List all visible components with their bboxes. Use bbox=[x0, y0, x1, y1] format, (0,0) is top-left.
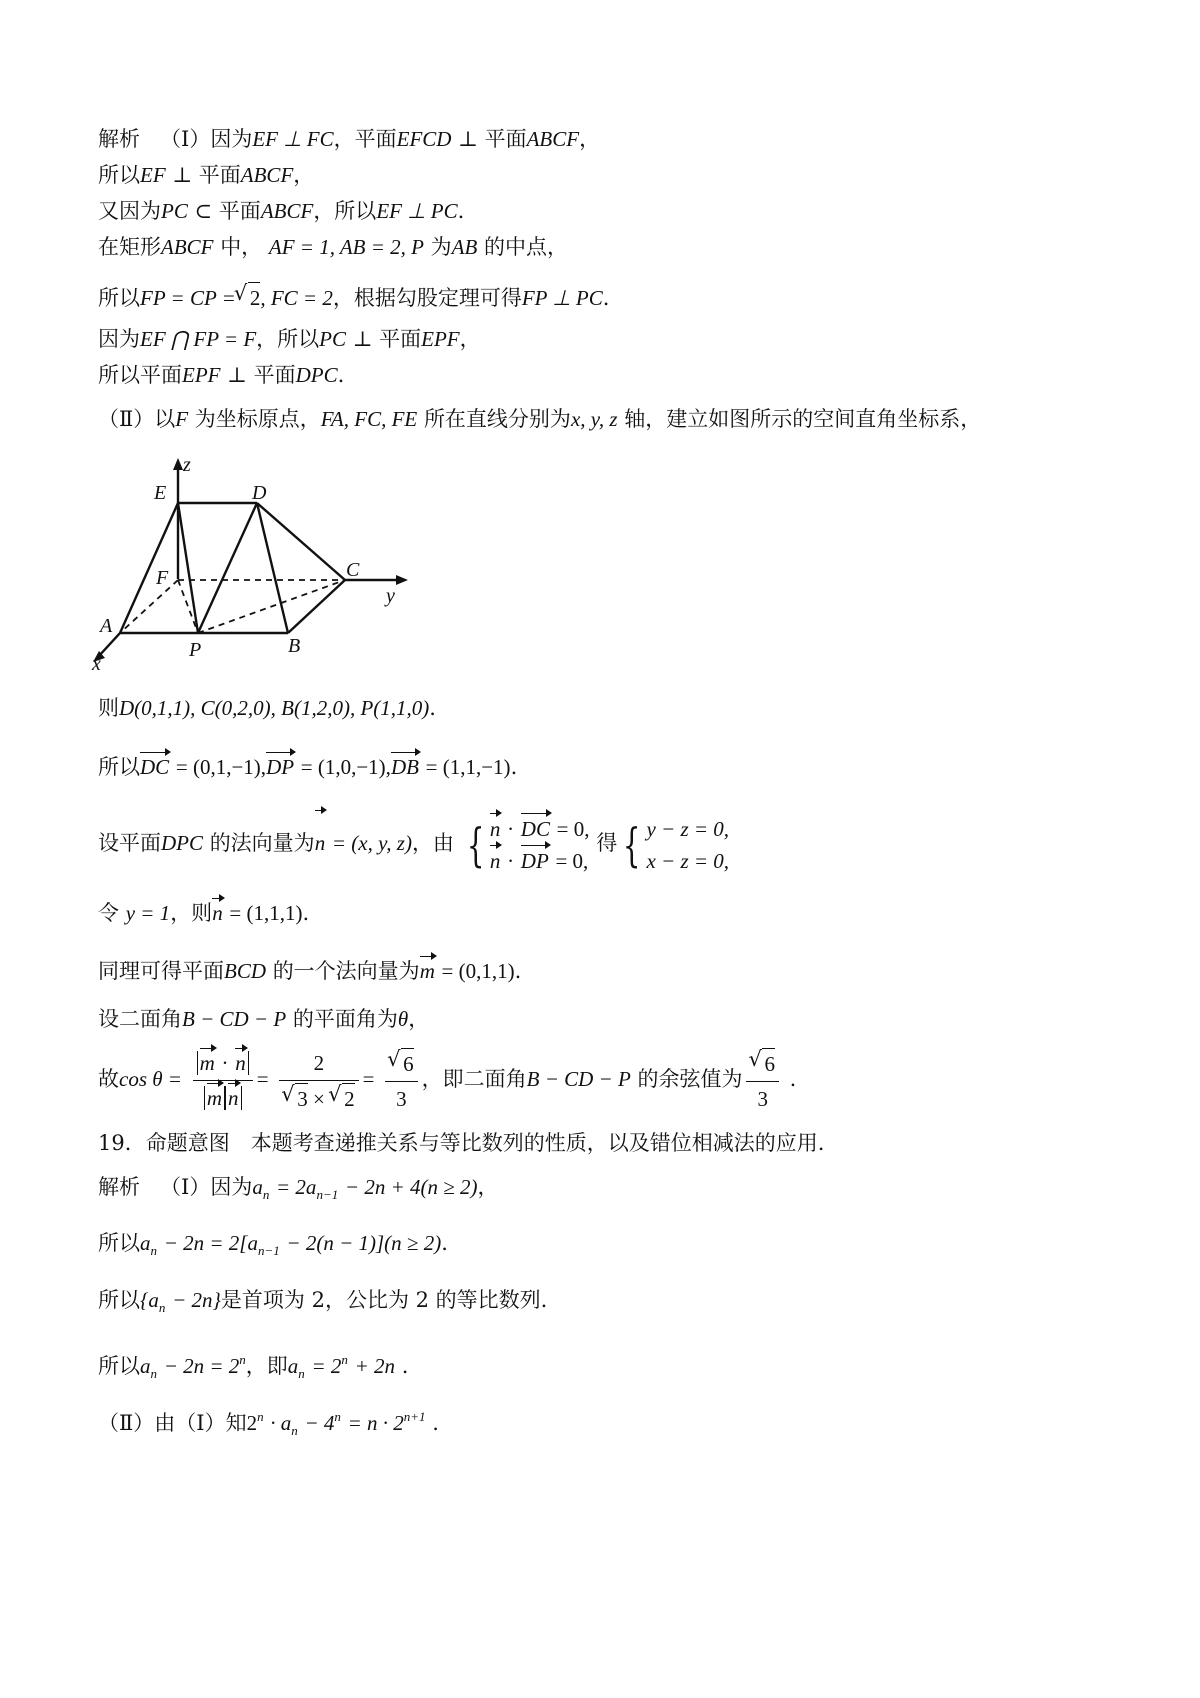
math: F bbox=[175, 407, 189, 431]
text: ，平面 bbox=[333, 127, 397, 151]
text: ⊥ 平面 bbox=[172, 163, 241, 187]
text: ， bbox=[459, 327, 481, 351]
q19-line-1 bbox=[98, 1172, 499, 1210]
math: ABCF bbox=[161, 235, 214, 259]
cos-fraction-3 bbox=[385, 1048, 418, 1114]
edge-DC bbox=[257, 503, 345, 580]
math: a bbox=[287, 1354, 299, 1378]
vector: m bbox=[207, 1083, 222, 1113]
solution-line-2 bbox=[98, 160, 314, 190]
text: . bbox=[510, 755, 518, 779]
label-F: F bbox=[156, 567, 169, 589]
text: 所以 bbox=[98, 1354, 140, 1378]
text: 的余弦值为 bbox=[637, 1067, 743, 1091]
math: EF ⊥ FC bbox=[252, 127, 334, 151]
math: = (x, y, z) bbox=[331, 831, 412, 855]
text: ⊥ 平面 bbox=[352, 327, 422, 351]
sqrt: √ 2 bbox=[342, 1083, 355, 1114]
vector: n bbox=[235, 1048, 246, 1078]
text: . bbox=[457, 199, 465, 223]
text: （Ⅰ）因为 bbox=[160, 127, 253, 151]
math: AF = 1, AB = 2, P bbox=[268, 235, 424, 259]
vector: n bbox=[490, 813, 501, 845]
label-P: P bbox=[189, 639, 202, 661]
text: ， bbox=[408, 1007, 430, 1031]
math: · bbox=[507, 848, 515, 873]
vector: n bbox=[228, 1083, 239, 1113]
sqrt: √ 2 bbox=[248, 282, 261, 313]
text: × bbox=[313, 1086, 325, 1111]
similar-line bbox=[98, 956, 521, 986]
text: ，所以 bbox=[256, 327, 320, 351]
math: − 2n + 4(n ≥ 2) bbox=[344, 1175, 478, 1199]
vector: n bbox=[490, 845, 501, 877]
label-A: A bbox=[100, 615, 113, 637]
text: . bbox=[602, 286, 610, 310]
math: EFCD bbox=[396, 127, 452, 151]
numerator bbox=[385, 1048, 418, 1082]
text: 的平面角为 bbox=[292, 1007, 398, 1031]
math: · bbox=[507, 816, 515, 841]
superscript: n bbox=[341, 1352, 348, 1367]
math: = (1,0,−1), bbox=[300, 755, 391, 779]
text: 同理可得平面 bbox=[98, 959, 224, 983]
solution-label: 解析 bbox=[98, 1175, 140, 1199]
edge-DB bbox=[257, 503, 288, 633]
math: = (0,1,−1), bbox=[175, 755, 267, 779]
coordinate-figure bbox=[90, 452, 420, 732]
equation-system-2 bbox=[646, 813, 729, 877]
text: 设平面 bbox=[98, 831, 161, 855]
sqrt: √ 6 bbox=[401, 1048, 414, 1079]
vector: DB bbox=[391, 752, 419, 782]
text: 中， bbox=[220, 235, 263, 259]
q19-title: 19．命题意图 本题考查递推关系与等比数列的性质，以及错位相减法的应用. bbox=[98, 1131, 825, 1155]
math: BCD bbox=[224, 959, 266, 983]
text: 所以 bbox=[98, 286, 140, 310]
text: ⊥ 平面 bbox=[458, 127, 527, 151]
text: 的中点， bbox=[484, 235, 569, 259]
text: . bbox=[514, 959, 522, 983]
math: B − CD − P bbox=[526, 1067, 631, 1091]
denominator: 3 bbox=[757, 1086, 768, 1111]
numerator bbox=[193, 1048, 253, 1081]
text: ⊂ 平面 bbox=[194, 199, 261, 223]
text: ，由 bbox=[411, 831, 454, 855]
math: {a bbox=[140, 1288, 159, 1312]
text: 因为 bbox=[98, 327, 140, 351]
subscript: n bbox=[262, 1187, 270, 1202]
text: 得 bbox=[596, 831, 618, 855]
solution-line-3 bbox=[98, 196, 464, 226]
text: ，即 bbox=[245, 1354, 288, 1378]
part2-intro bbox=[98, 404, 981, 434]
text: 所以平面 bbox=[98, 363, 182, 387]
math: FP = CP = bbox=[140, 286, 236, 310]
math: − 2n = 2[a bbox=[163, 1231, 258, 1255]
math: · bbox=[221, 1051, 229, 1075]
math: EF bbox=[140, 163, 166, 187]
text: 为 bbox=[430, 235, 452, 259]
edge-EP bbox=[178, 503, 198, 633]
math: D(0,1,1), C(0,2,0), B(1,2,0), P(1,1,0) bbox=[119, 696, 430, 720]
system-row bbox=[490, 813, 590, 845]
superscript: n bbox=[239, 1352, 246, 1367]
text: 设二面角 bbox=[98, 1007, 182, 1031]
text: 轴，建立如图所示的空间直角坐标系， bbox=[624, 407, 982, 431]
text: ，根据勾股定理可得 bbox=[332, 286, 522, 310]
subscript: n bbox=[298, 1366, 305, 1381]
solution-line-4 bbox=[98, 232, 568, 262]
vector: DP bbox=[266, 752, 294, 782]
text: 所在直线分别为 bbox=[423, 407, 571, 431]
label-E: E bbox=[154, 482, 167, 504]
text: . bbox=[337, 363, 345, 387]
denominator bbox=[193, 1081, 253, 1113]
math: + 2n bbox=[354, 1354, 395, 1378]
text: 故 bbox=[98, 1067, 119, 1091]
math: , FC = 2 bbox=[260, 286, 333, 310]
q19-line-5 bbox=[98, 1402, 439, 1446]
subscript: n bbox=[158, 1300, 166, 1315]
math: a bbox=[140, 1354, 151, 1378]
cos-fraction-2 bbox=[279, 1048, 358, 1114]
text: . bbox=[789, 1067, 797, 1091]
math: a bbox=[252, 1175, 263, 1199]
math: x, y, z bbox=[570, 407, 618, 431]
edge-DP bbox=[198, 503, 257, 633]
label-C: C bbox=[346, 559, 360, 581]
math: FA, FC, FE bbox=[320, 407, 418, 431]
vector: n bbox=[315, 810, 326, 876]
text: ，即二面角 bbox=[421, 1067, 527, 1091]
math: = (1,1,1) bbox=[229, 901, 303, 925]
text: （Ⅰ）因为 bbox=[160, 1175, 253, 1199]
math: cos θ = bbox=[119, 1067, 182, 1091]
math: EPF bbox=[421, 327, 460, 351]
vector: m bbox=[420, 956, 435, 986]
math: 2 bbox=[246, 1411, 258, 1435]
subscript: n−1 bbox=[316, 1187, 339, 1202]
label-B: B bbox=[288, 635, 301, 657]
solution-line-5 bbox=[98, 282, 609, 313]
cos-fraction-1 bbox=[193, 1048, 253, 1113]
math: = n · 2 bbox=[347, 1411, 404, 1435]
text: ， bbox=[477, 1175, 499, 1199]
text: 则 bbox=[98, 696, 119, 720]
text: 所以 bbox=[98, 1231, 140, 1255]
math: DPC bbox=[161, 831, 203, 855]
math: − 2n = 2 bbox=[163, 1354, 240, 1378]
math: = bbox=[362, 1067, 375, 1091]
sqrt: √ 3 bbox=[295, 1083, 308, 1114]
math: B − CD − P bbox=[182, 1007, 287, 1031]
text: 所以 bbox=[98, 755, 140, 779]
math: EF ⊥ PC bbox=[376, 199, 458, 223]
subscript: n bbox=[291, 1423, 298, 1438]
edge-BC bbox=[288, 580, 345, 633]
denominator: 3 bbox=[396, 1086, 407, 1111]
math: EF ⋂ FP = F bbox=[140, 327, 257, 351]
math: θ bbox=[397, 1007, 409, 1031]
text: . bbox=[302, 901, 310, 925]
math: − 4 bbox=[304, 1411, 335, 1435]
text: 的法向量为 bbox=[209, 831, 315, 855]
brace: { bbox=[623, 817, 641, 872]
solution-line-6 bbox=[98, 324, 481, 354]
text: ⊥ 平面 bbox=[227, 363, 296, 387]
text: . bbox=[429, 696, 436, 720]
text: 所以 bbox=[98, 1288, 140, 1312]
numerator: 2 bbox=[279, 1048, 358, 1081]
text: （Ⅱ）以 bbox=[98, 407, 176, 431]
text: ，则 bbox=[170, 901, 213, 925]
subscript: n−1 bbox=[257, 1243, 280, 1258]
math: DPC bbox=[295, 363, 338, 387]
numerator bbox=[746, 1048, 779, 1082]
text: 又因为 bbox=[98, 199, 161, 223]
system-row: x − z = 0, bbox=[646, 848, 730, 873]
y-arrow bbox=[396, 575, 408, 585]
text: （Ⅱ）由（Ⅰ）知 bbox=[98, 1411, 247, 1435]
system-row bbox=[490, 845, 590, 877]
brace: { bbox=[466, 817, 485, 872]
math: AB bbox=[451, 235, 478, 259]
math: PC bbox=[161, 199, 188, 223]
superscript: n bbox=[257, 1409, 264, 1424]
math: y = 1 bbox=[125, 901, 171, 925]
cosine-line bbox=[98, 1038, 796, 1120]
math: − 2n} bbox=[172, 1288, 221, 1312]
edge-FA bbox=[120, 580, 178, 633]
solution-line-1 bbox=[98, 124, 600, 154]
math: EPF bbox=[182, 363, 221, 387]
math: = 0, bbox=[555, 848, 589, 873]
text: 令 bbox=[98, 901, 119, 925]
vector: DC bbox=[521, 813, 550, 845]
label-D: D bbox=[252, 482, 267, 504]
edge-EA bbox=[120, 503, 178, 633]
math: = 2 bbox=[311, 1354, 342, 1378]
subscript: n bbox=[150, 1243, 157, 1258]
sqrt: √ 6 bbox=[762, 1048, 775, 1079]
q19-line-4 bbox=[98, 1345, 408, 1389]
text: . bbox=[401, 1354, 409, 1378]
label-x: x bbox=[92, 653, 101, 675]
text: ，所以 bbox=[313, 199, 377, 223]
vectors-line bbox=[98, 752, 517, 782]
coordinates-line bbox=[98, 693, 436, 723]
q19-line-3 bbox=[98, 1285, 547, 1323]
text: 为坐标原点， bbox=[194, 407, 321, 431]
text: 的一个法向量为 bbox=[272, 959, 420, 983]
vector: m bbox=[200, 1048, 215, 1078]
math: = 2a bbox=[276, 1175, 317, 1199]
cos-fraction-4 bbox=[746, 1048, 779, 1114]
system-row: y − z = 0, bbox=[646, 816, 730, 841]
math: FP ⊥ PC bbox=[521, 286, 603, 310]
superscript: n+1 bbox=[403, 1409, 426, 1424]
edge-PC bbox=[198, 580, 345, 633]
let-line bbox=[98, 898, 309, 928]
angle-line bbox=[98, 1004, 429, 1034]
math: PC bbox=[319, 327, 346, 351]
solution-line-7 bbox=[98, 360, 344, 390]
text: ， bbox=[579, 127, 601, 151]
subscript: n bbox=[150, 1366, 157, 1381]
math: ABCF bbox=[240, 163, 294, 187]
math: ABCF bbox=[260, 199, 314, 223]
superscript: n bbox=[334, 1409, 341, 1424]
math: ABCF bbox=[526, 127, 580, 151]
equation-system-1 bbox=[490, 813, 590, 877]
denominator bbox=[279, 1081, 358, 1114]
vector: n bbox=[212, 898, 223, 928]
math: = (0,1,1) bbox=[441, 959, 515, 983]
text: 是首项为 2，公比为 2 的等比数列. bbox=[220, 1288, 548, 1312]
label-z: z bbox=[183, 454, 191, 476]
math: a bbox=[140, 1231, 151, 1255]
text: . bbox=[432, 1411, 439, 1435]
text: 在矩形 bbox=[98, 235, 161, 259]
solution-label: 解析 bbox=[98, 127, 140, 151]
text: ， bbox=[293, 163, 315, 187]
text: . bbox=[441, 1231, 448, 1255]
math: = (1,1,−1) bbox=[425, 755, 511, 779]
vector: DP bbox=[521, 845, 549, 877]
math: · a bbox=[270, 1411, 292, 1435]
label-y: y bbox=[386, 585, 395, 607]
math: = bbox=[256, 1067, 269, 1091]
q19-line-2 bbox=[98, 1228, 448, 1266]
math: − 2(n − 1)](n ≥ 2) bbox=[286, 1231, 442, 1255]
text: 所以 bbox=[98, 163, 140, 187]
z-arrow bbox=[173, 458, 183, 470]
math: = 0, bbox=[556, 816, 590, 841]
normal-vector-line bbox=[98, 810, 729, 877]
vector: DC bbox=[140, 752, 169, 782]
